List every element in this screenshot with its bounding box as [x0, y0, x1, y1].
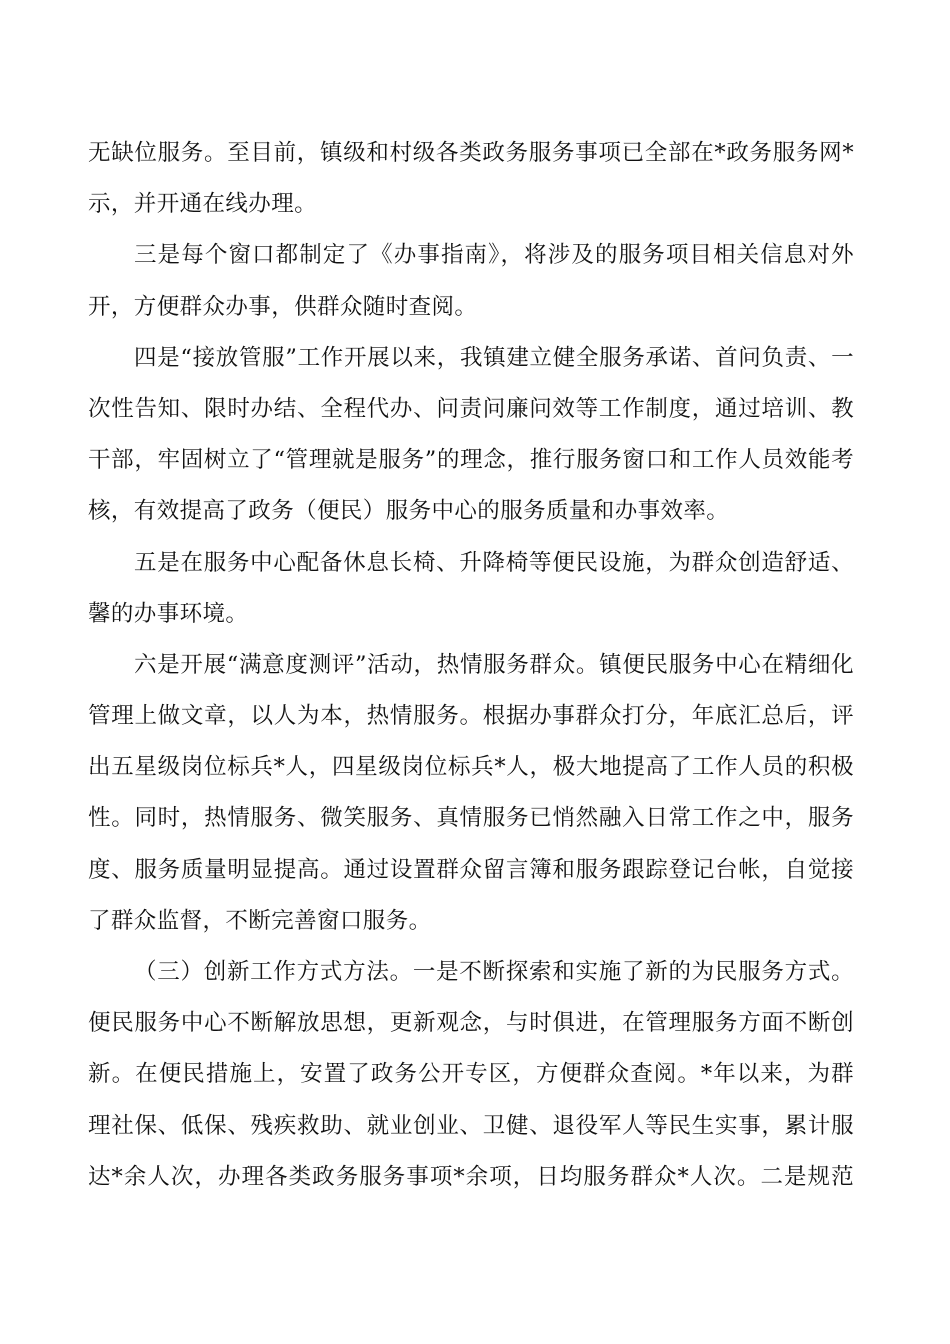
text-line: 达*余人次，办理各类政务服务事项*余项，日均服务群众*人次。二是规范	[88, 1163, 854, 1190]
text-line: 便民服务中心不断解放思想，更新观念，与时俱进，在管理服务方面不断创	[88, 1010, 854, 1037]
document-body	[88, 128, 854, 1203]
text-line: （三）创新工作方式方法。一是不断探索和实施了新的为民服务方式。	[134, 959, 854, 985]
text-line: 核，有效提高了政务（便民）服务中心的服务质量和办事效率。	[88, 498, 730, 525]
text-line: 开，方便群众办事，供群众随时查阅。	[88, 293, 478, 320]
text-line: 度、服务质量明显提高。通过设置群众留言簿和服务跟踪登记台帐，自觉接	[88, 856, 854, 883]
text-line: 管理上做文章，以人为本，热情服务。根据办事群众打分，年底汇总后，评	[88, 703, 854, 730]
text-line: 馨的办事环境。	[88, 600, 249, 627]
text-line: 干部，牢固树立了“管理就是服务”的理念，推行服务窗口和工作人员效能考	[88, 447, 854, 474]
text-line: 了群众监督，不断完善窗口服务。	[88, 907, 432, 934]
text-line: 五是在服务中心配备休息长椅、升降椅等便民设施，为群众创造舒适、	[134, 549, 854, 576]
text-line: 新。在便民措施上，安置了政务公开专区，方便群众查阅。*年以来，为群	[88, 1061, 854, 1088]
text-line: 次性告知、限时办结、全程代办、问责问廉问效等工作制度，通过培训、教	[88, 395, 854, 422]
text-line: 性。同时，热情服务、微笑服务、真情服务已悄然融入日常工作之中，服务	[88, 805, 854, 832]
text-line: 四是“接放管服”工作开展以来，我镇建立健全服务承诺、首问负责、一	[134, 344, 854, 371]
text-line: 出五星级岗位标兵*人，四星级岗位标兵*人，极大地提高了工作人员的积极	[88, 754, 854, 781]
text-line: 理社保、低保、残疾救助、就业创业、卫健、退役军人等民生实事，累计服	[88, 1112, 854, 1139]
text-line: 六是开展“满意度测评”活动，热情服务群众。镇便民服务中心在精细化	[134, 651, 854, 678]
text-line: 三是每个窗口都制定了《办事指南》，将涉及的服务项目相关信息对外	[134, 242, 854, 269]
text-line: 无缺位服务。至目前，镇级和村级各类政务服务事项已全部在*政务服务网*	[88, 140, 854, 166]
text-line: 示，并开通在线办理。	[88, 191, 318, 218]
